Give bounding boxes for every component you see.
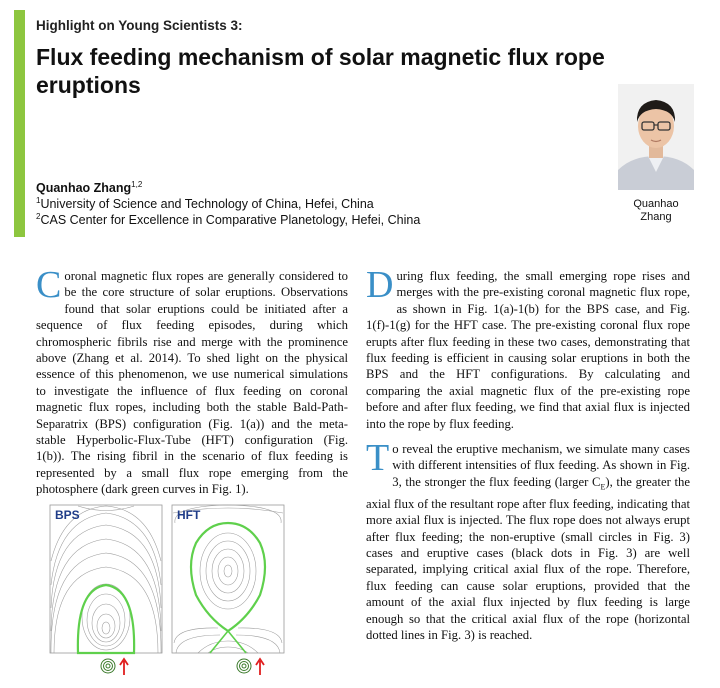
- column-left: [36, 264, 348, 498]
- panel-b-label: HFT: [177, 508, 201, 522]
- paragraph-1: Coronal magnetic flux ropes are generally considered to be the core structure of solar eruptions. Observations found that solar eruptions could be initiated after a sequence of flux feeding episodes, during which chromospheric fibrils rise and merge with the prominence above (Zhang et al. 2014). To shed light on the physical essence of this phenomenon, we use numerical simulations to investigate the influence of flux feeding on coronal magnetic flux ropes, including both the stable Bald-Path-Separatrix (BPS) configuration (Fig. 1(a)) and the meta-stable Hyperbolic-Flux-Tube (HFT) configuration (Fig. 1(b)). The rising fibril in the scenario of flux feeding is represented by a small flux rope emerging from the photosphere (dark green curves in Fig. 1).: [36, 264, 348, 497]
- affiliation-1: $^1$University of Science and Technology of China, Hefei, China: [36, 196, 374, 212]
- panel-bps: [50, 505, 162, 675]
- author-line: [36, 180, 142, 195]
- accent-bar: [14, 10, 25, 237]
- paragraph-2: During flux feeding, the small emerging rope rises and merges with the pre-existing coronal magnetic flux rope, as shown in Fig. 1(a)-1(b) for the BPS case, and Fig. 1(f)-1(g) for the HFT case. The pre-existing coronal flux rope erupts after flux feeding in these two cases, demonstrating that flux feeding is efficient in causing solar eruptions in both the BPS and the HFT configurations. By calculating and comparing the axial magnetic flux of the pre-existing rope before and after flux feeding, we find that axial flux is injected into the rope by flux feeding.: [366, 264, 690, 431]
- drop-cap: D: [366, 264, 394, 306]
- series-label: Highlight on Young Scientists 3:: [36, 18, 243, 33]
- author-affil-marks: 1,2: [131, 180, 143, 189]
- drop-cap: T: [366, 437, 390, 480]
- column-right: [366, 264, 690, 643]
- figure-1: [48, 503, 288, 683]
- drop-cap: C: [36, 264, 62, 306]
- author-name: Quanhao Zhang: [36, 181, 132, 196]
- author-photo: [618, 84, 694, 190]
- panel-hft: [172, 505, 284, 675]
- article-title: Flux feeding mechanism of solar magnetic flux rope eruptions: [36, 44, 605, 98]
- panel-a-label: BPS: [55, 508, 80, 522]
- affiliation-2: $^2$CAS Center for Excellence in Comparative Planetology, Hefei, China: [36, 212, 421, 228]
- paragraph-3: To reveal the eruptive mechanism, we simulate many cases with different intensities of flux feeding. As shown in Fig. 3, the stronger the flux feeding (larger $C_E$), the greater the axial flux of the resultant rope after flux feeding, indicating that more axial flux is injected. The flux rope does not always erupt after flux feeding; the non-eruptive (small circles in Fig. 3) cases and eruptive cases (black dots in Fig. 3) are well separated, implying critical axial flux of the rope. Therefore, flux feeding can cause solar eruptions, provided that the amount of the axial flux injected by flux feeding is large enough so that the critical axial flux of the rope (horizontal dotted lines in Fig. 3) is reached.: [366, 437, 690, 643]
- photo-caption: Quanhao Zhang: [633, 198, 679, 223]
